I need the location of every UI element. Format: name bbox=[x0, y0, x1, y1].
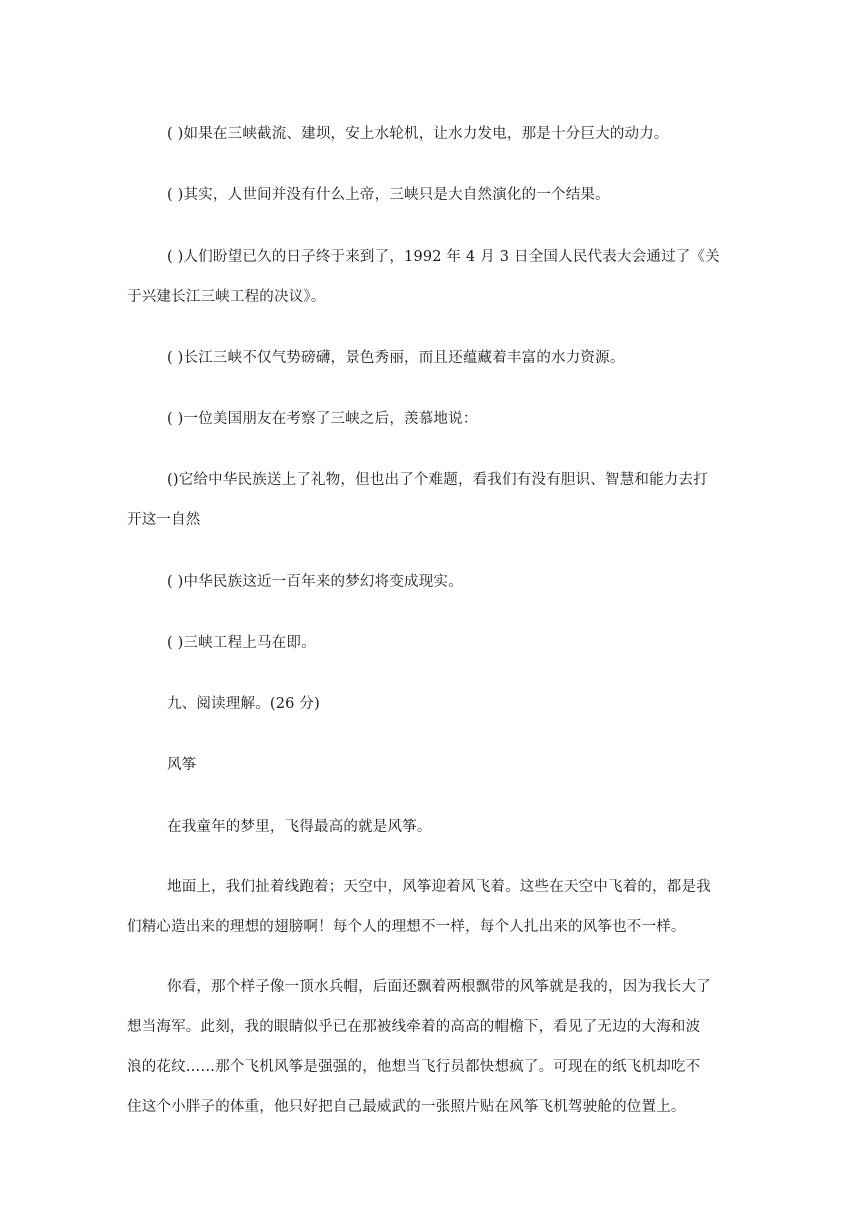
question-item-1: ( )如果在三峡截流、建坝，安上水轮机，让水力发电，那是十分巨大的动力。 bbox=[167, 126, 669, 142]
question-item-8: ( )三峡工程上马在即。 bbox=[167, 635, 316, 651]
question-item-5: ( )一位美国朋友在考察了三峡之后，羡慕地说： bbox=[167, 411, 478, 427]
question-item-3: ( )人们盼望已久的日子终于来到了，1992 年 4 月 3 日全国人民代表大会通过了《关 bbox=[167, 249, 720, 265]
story-title: 风筝 bbox=[167, 757, 197, 773]
question-item-7: ( )中华民族这近一百年来的梦幻将变成现实。 bbox=[167, 574, 463, 590]
story-paragraph-2-line-1: 地面上，我们扯着线跑着；天空中，风筝迎着风飞着。这些在天空中飞着的，都是我 bbox=[167, 879, 711, 895]
question-item-6-continued: 开这一自然 bbox=[127, 512, 201, 528]
story-paragraph-3-line-3: 浪的花纹……那个飞机风筝是强强的，他想当飞行员都快想疯了。可现在的纸飞机却吃不 bbox=[127, 1059, 701, 1075]
story-paragraph-3-line-2: 想当海军。此刻，我的眼睛似乎已在那被线牵着的高高的帽檐下，看见了无边的大海和波 bbox=[127, 1019, 701, 1035]
story-paragraph-1: 在我童年的梦里，飞得最高的就是风筝。 bbox=[167, 819, 432, 835]
question-item-4: ( )长江三峡不仅气势磅礴，景色秀丽，而且还蕴藏着丰富的水力资源。 bbox=[167, 350, 625, 366]
question-item-2: ( )其实，人世间并没有什么上帝，三峡只是大自然演化的一个结果。 bbox=[167, 187, 610, 203]
story-paragraph-3-line-4: 住这个小胖子的体重，他只好把自己最威武的一张照片贴在风筝飞机驾驶舱的位置上。 bbox=[127, 1099, 686, 1115]
section-heading: 九、阅读理解。(26 分) bbox=[167, 696, 320, 712]
story-paragraph-2-line-2: 们精心造出来的理想的翅膀啊！每个人的理想不一样，每个人扎出来的风筝也不一样。 bbox=[127, 919, 686, 935]
story-paragraph-3-line-1: 你看，那个样子像一顶水兵帽，后面还飘着两根飘带的风筝就是我的，因为我长大了 bbox=[167, 979, 711, 995]
question-item-6: ()它给中华民族送上了礼物，但也出了个难题，看我们有没有胆识、智慧和能力去打 bbox=[167, 472, 708, 488]
question-item-3-continued: 于兴建长江三峡工程的决议》。 bbox=[127, 289, 326, 305]
